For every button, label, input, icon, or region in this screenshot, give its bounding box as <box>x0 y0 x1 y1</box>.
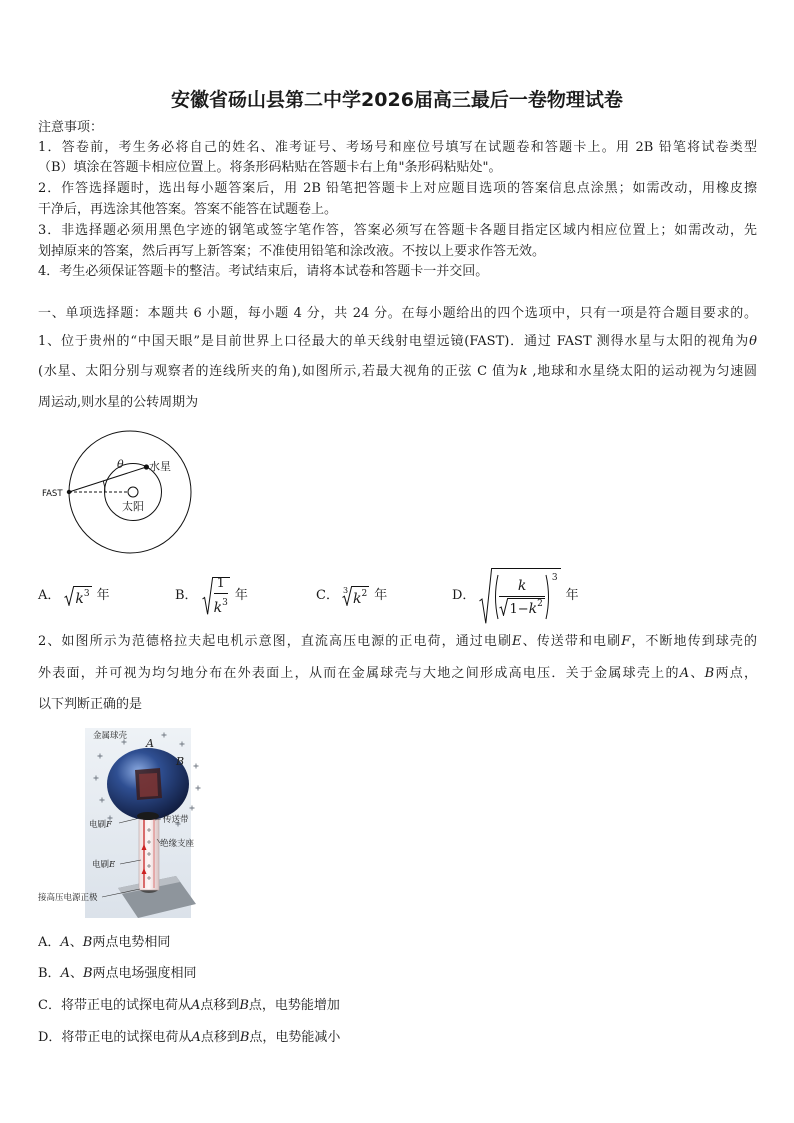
option-label: D． <box>452 588 476 603</box>
point-a-symbol: A <box>60 966 70 981</box>
fraction <box>499 578 544 616</box>
q1-stem-line-3: 周运动,则水星的公转周期为 <box>38 395 199 410</box>
notice-line-1: 1．答卷前，考生务必将自己的姓名、准考证号、考场号和座位号填写在试题卷和答题卡上。用 2B 铅笔将试卷类型 <box>38 140 757 155</box>
square-root <box>202 577 230 615</box>
support-label: 绝缘支座 <box>160 839 195 849</box>
q2-stem-line-2 <box>38 665 757 683</box>
option-text: 、 <box>69 966 83 981</box>
radicand <box>508 598 544 616</box>
q1-option-c <box>316 566 387 626</box>
option-text: 两点电场强度相同 <box>92 966 197 981</box>
k-symbol: k <box>519 364 528 379</box>
unit: 年 <box>565 588 579 603</box>
inner-square-root <box>499 598 544 616</box>
square-root <box>479 568 560 624</box>
point-b-symbol: B <box>239 1030 250 1045</box>
q2-stem-text: 2、如图所示为范德格拉夫起电机示意图，直流高压电源的正电荷，通过电刷 <box>38 634 513 649</box>
radical-sign <box>479 568 492 624</box>
power-label: 接高压电源正极 <box>38 893 98 903</box>
point-a-symbol: A <box>190 998 201 1013</box>
base: k <box>213 600 223 616</box>
base: k <box>75 590 84 607</box>
option-text: 点，电势能减小 <box>249 1030 341 1045</box>
radicand <box>352 586 369 606</box>
denominator <box>499 597 544 616</box>
option-text: 两点电势相同 <box>92 935 171 950</box>
numerator-k: k <box>517 577 527 594</box>
mercury-label: 水星 <box>149 460 171 473</box>
q2-stem-line-1 <box>38 633 757 651</box>
page-title: 安徽省砀山县第二中学2026届高三最后一卷物理试卷 <box>171 89 623 111</box>
radicand <box>74 586 91 606</box>
q2-stem-text: 、 <box>689 666 705 681</box>
brush-e-label: 电刷E <box>92 860 116 870</box>
right-parenthesis <box>545 574 551 620</box>
point-a-symbol: A <box>679 666 690 681</box>
sphere-label: 金属球壳 <box>93 731 128 741</box>
point-a-symbol: A <box>60 935 70 950</box>
notice-heading: 注意事项： <box>38 120 104 135</box>
fraction <box>214 576 228 617</box>
outer-exponent: 3 <box>551 573 558 583</box>
option-text: 、 <box>69 935 83 950</box>
fast-point <box>67 490 71 494</box>
option-label: C． <box>316 588 339 603</box>
notice-line-5: 3．非选择题必须用黑色字迹的钢笔或签字笔作答，答案必须写在答题卡各题目指定区域内相应位置上；如需改动，先 <box>38 223 757 238</box>
q1-stem-text-1: 1、位于贵州的“中国天眼”是目前世界上口径最大的单天线射电望远镜(FAST)．通过 FAST 测得水星与太阳的视角为 <box>38 334 750 349</box>
point-b-label: B <box>176 755 185 768</box>
orbit-figure <box>38 425 208 557</box>
belt-label: 传送带 <box>163 815 189 825</box>
q2-stem-line-3: 以下判断正确的是 <box>38 697 143 712</box>
root-index: 3 <box>342 586 349 595</box>
unit: 年 <box>96 588 110 603</box>
option-text: 点移到 <box>200 998 240 1013</box>
q2-option-c <box>38 997 757 1015</box>
q2-option-a <box>38 934 757 952</box>
den-prefix: 1− <box>509 602 529 617</box>
option-text: A． <box>38 935 61 950</box>
brush-f-label: 电刷F <box>89 820 112 830</box>
q2-stem-text: ，不断地传到球壳的 <box>630 634 757 649</box>
option-text: 点移到 <box>200 1030 240 1045</box>
option-text: B． <box>38 966 61 981</box>
q1-option-a <box>38 566 110 626</box>
exponent: 2 <box>361 588 368 599</box>
point-a-symbol: A <box>191 1030 201 1045</box>
radical-sign <box>64 586 74 606</box>
point-b-symbol: B <box>239 998 249 1013</box>
van-de-graaff-figure <box>36 726 206 922</box>
q2-stem-text: 、传送带和电刷 <box>521 634 622 649</box>
notice-line-7: 4．考生必须保证答题卡的整洁。考试结束后，请将本试卷和答题卡一并交回。 <box>38 264 489 279</box>
point-b-symbol: B <box>704 666 715 681</box>
base: k <box>353 590 362 607</box>
q2-option-b <box>38 965 757 983</box>
notice-line-6: 划掉原来的答案，然后再写上新答案；不准使用铅笔和涂改液。不按以上要求作答无效。 <box>38 244 546 259</box>
q1-stem-text-2a: (水星、太阳分别与观察者的连线所夹的角),如图所示,若最大视角的正弦 C 值为 <box>38 364 520 379</box>
numerator: 1 <box>214 576 228 594</box>
point-b-symbol: B <box>82 966 93 981</box>
radical-sign <box>202 577 213 615</box>
brush-f-symbol: F <box>621 634 631 649</box>
point-a-label: A <box>146 737 154 750</box>
square-root <box>64 586 91 606</box>
theta-symbol: θ <box>749 334 757 349</box>
exponent: 3 <box>222 598 228 608</box>
radicand <box>213 577 230 615</box>
q1-stem-line-1 <box>38 333 757 351</box>
q1-stem-line-2 <box>38 363 757 381</box>
notice-line-4: 干净后，再选涂其他答案。答案不能答在试题卷上。 <box>38 202 338 217</box>
notice-line-3: 2．作答选择题时，选出每小题答案后，用 2B 铅笔把答题卡上对应题目选项的答案信息点涂黑；如需改动，用橡皮擦 <box>38 181 757 196</box>
sun-circle <box>128 487 138 497</box>
notice-line-2: （B）填涂在答题卡相应位置上。将条形码粘贴在答题卡右上角"条形码粘贴处"。 <box>38 160 502 175</box>
den-exponent: 2 <box>537 599 543 609</box>
q1-stem-text-2b: ,地球和水星绕太阳的运动视为匀速圆 <box>527 364 757 379</box>
brush-e-symbol: E <box>512 634 522 649</box>
fast-label: FAST <box>42 489 63 499</box>
q2-option-d <box>38 1029 757 1047</box>
numerator <box>499 578 544 597</box>
point-b-symbol: B <box>82 935 93 950</box>
cube-root <box>343 586 369 606</box>
unit: 年 <box>234 588 248 603</box>
den-base: k <box>528 601 538 617</box>
option-text: 点，电势能增加 <box>248 998 340 1013</box>
sun-label: 太阳 <box>122 500 144 513</box>
radicand <box>492 568 560 624</box>
q1-option-b <box>175 566 248 626</box>
denominator <box>214 594 228 617</box>
radical-sign <box>499 598 508 616</box>
q2-stem-text: 两点， <box>714 666 757 681</box>
option-label: A． <box>38 588 61 603</box>
theta-label: θ <box>117 458 124 471</box>
unit: 年 <box>374 588 388 603</box>
section-heading: 一、单项选择题：本题共 6 小题，每小题 4 分，共 24 分。在每小题给出的四个选项中，只有一项是符合题目要求的。 <box>38 306 757 321</box>
option-text: C．将带正电的试探电荷从 <box>38 998 191 1013</box>
insulating-column <box>139 812 159 890</box>
q1-option-d <box>452 566 579 626</box>
exponent: 3 <box>83 588 90 599</box>
option-text: D．将带正电的试探电荷从 <box>38 1030 192 1045</box>
q2-stem-text: 外表面，并可视为均匀地分布在外表面上，从而在金属球壳与大地之间形成高电压．关于金属球壳上的 <box>38 666 680 681</box>
option-label: B． <box>175 588 198 603</box>
